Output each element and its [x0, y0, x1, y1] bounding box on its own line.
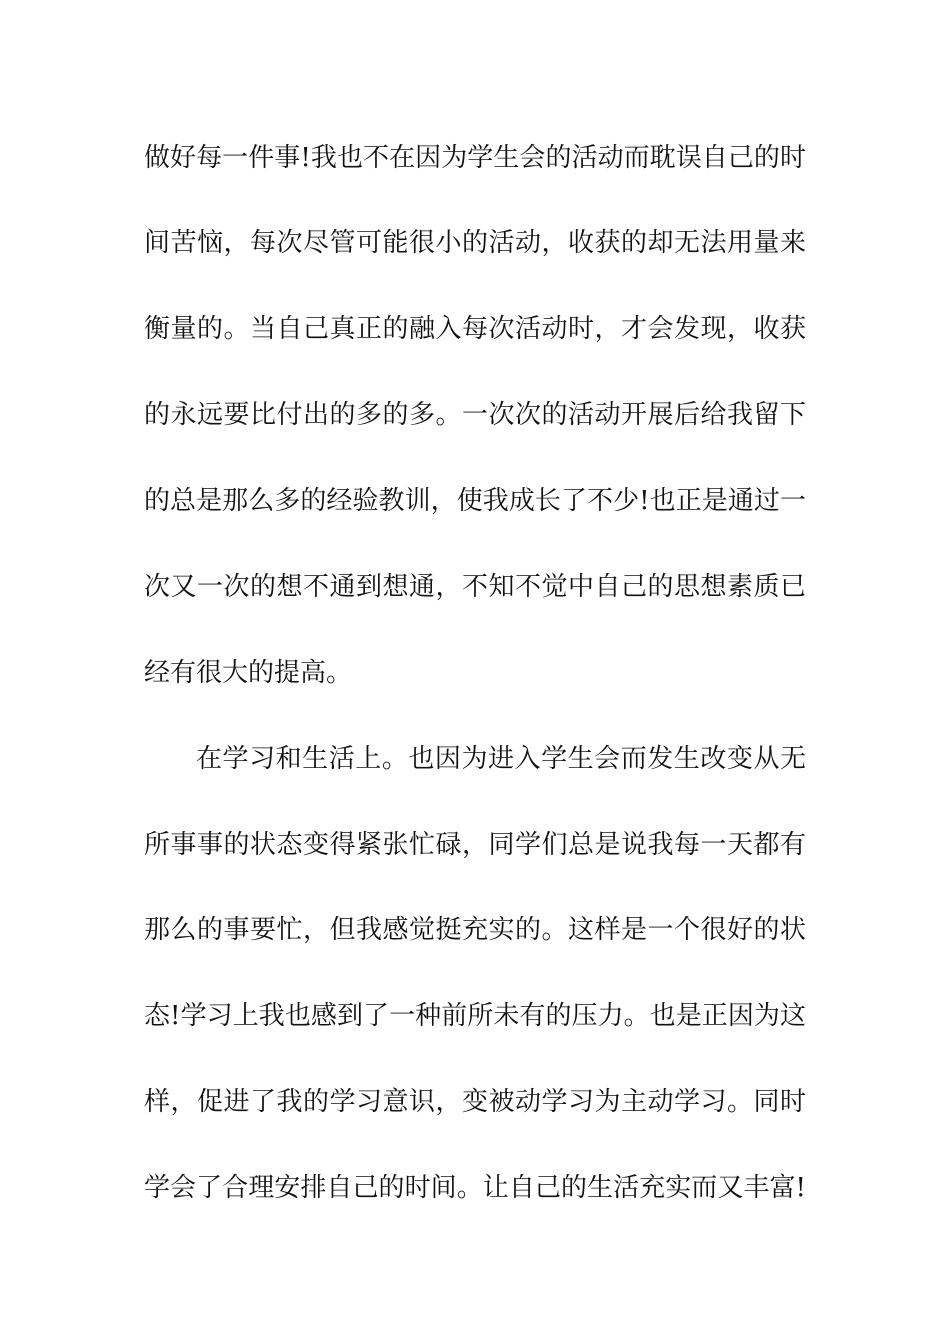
paragraph-line: 的总是那么多的经验教训，使我成长了不少!也正是通过一	[144, 486, 806, 516]
paragraph-line: 学会了合理安排自己的时间。让自己的生活充实而又丰富!	[144, 1173, 806, 1203]
paragraph-line: 间苦恼，每次尽管可能很小的活动，收获的却无法用量来	[144, 228, 806, 258]
paragraph-line: 所事事的状态变得紧张忙碌，同学们总是说我每一天都有	[144, 830, 806, 860]
paragraph-line: 在学习和生活上。也因为进入学生会而发生改变从无	[196, 744, 806, 774]
paragraph-line: 样，促进了我的学习意识，变被动学习为主动学习。同时	[144, 1087, 806, 1117]
paragraph-line: 的永远要比付出的多的多。一次次的活动开展后给我留下	[144, 400, 806, 430]
paragraph-line: 态!学习上我也感到了一种前所未有的压力。也是正因为这	[144, 1001, 806, 1031]
paragraph-line: 经有很大的提高。	[144, 658, 353, 688]
paragraph-line: 次又一次的想不通到想通，不知不觉中自己的思想素质已	[144, 572, 806, 602]
paragraph-line: 那么的事要忙，但我感觉挺充实的。这样是一个很好的状	[144, 915, 806, 945]
paragraph-line: 做好每一件事!我也不在因为学生会的活动而耽误自己的时	[144, 143, 806, 173]
paragraph-line: 衡量的。当自己真正的融入每次活动时，才会发现，收获	[144, 314, 806, 344]
